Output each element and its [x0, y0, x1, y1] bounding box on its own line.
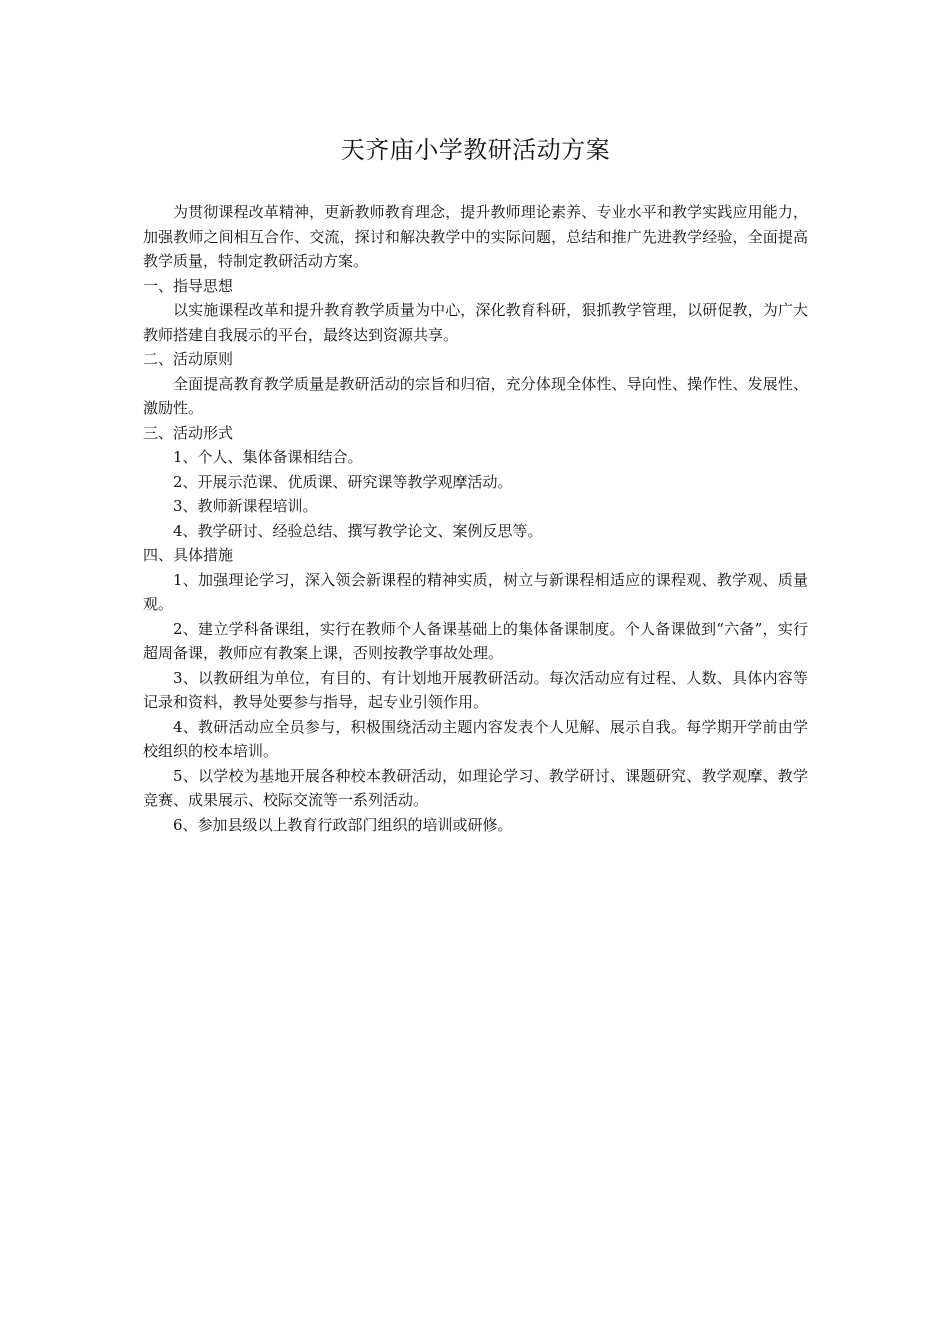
section-paragraph: 以实施课程改革和提升教育教学质量为中心，深化教育科研，狠抓教学管理，以研促教，为广大教师搭建自我展示的平台，最终达到资源共享。 — [143, 301, 808, 344]
section-heading-principles: 二、活动原则 — [143, 350, 234, 368]
list-item: 5、以学校为基地开展各种校本教研活动，如理论学习、教学研讨、课题研究、教学观摩、教学竞赛、成果展示、校际交流等一系列活动。 — [143, 766, 808, 809]
list-item: 1、加强理论学习，深入领会新课程的精神实质，树立与新课程相适应的课程观、教学观、质量观。 — [143, 570, 808, 613]
list-item: 3、教师新课程培训。 — [173, 497, 318, 515]
list-item: 4、教研活动应全员参与，积极围绕活动主题内容发表个人见解、展示自我。每学期开学前由学校组织的校本培训。 — [143, 717, 808, 760]
section-paragraph: 全面提高教育教学质量是教研活动的宗旨和归宿，充分体现全体性、导向性、操作性、发展性、激励性。 — [143, 374, 808, 417]
document-page — [143, 128, 808, 837]
list-item: 4、教学研讨、经验总结、撰写教学论文、案例反思等。 — [173, 521, 543, 540]
intro-paragraph: 为贯彻课程改革精神，更新教师教育理念，提升教师理论素养、专业水平和教学实践应用能力，加强教师之间相互合作、交流，探讨和解决教学中的实际问题，总结和推广先进教学经验，全面提高教学质量，特制定教研活动方案。 — [143, 203, 808, 270]
section-heading-measures: 四、具体措施 — [143, 546, 234, 564]
document-title: 天齐庙小学教研活动方案 — [340, 136, 611, 164]
section-heading-guiding-thought: 一、指导思想 — [143, 276, 234, 295]
list-item: 2、建立学科备课组，实行在教师个人备课基础上的集体备课制度。个人备课做到“六备”，实行超周备课，教师应有教案上课，否则按教学事故处理。 — [143, 619, 808, 662]
list-item: 1、个人、集体备课相结合。 — [173, 448, 363, 466]
list-item: 6、参加县级以上教育行政部门组织的培训或研修。 — [173, 815, 513, 834]
list-item: 3、以教研组为单位，有目的、有计划地开展教研活动。每次活动应有过程、人数、具体内容等记录和资料，教导处要参与指导，起专业引领作用。 — [143, 668, 808, 711]
section-heading-activity-forms: 三、活动形式 — [143, 423, 234, 442]
list-item: 2、开展示范课、优质课、研究课等教学观摩活动。 — [173, 472, 513, 491]
